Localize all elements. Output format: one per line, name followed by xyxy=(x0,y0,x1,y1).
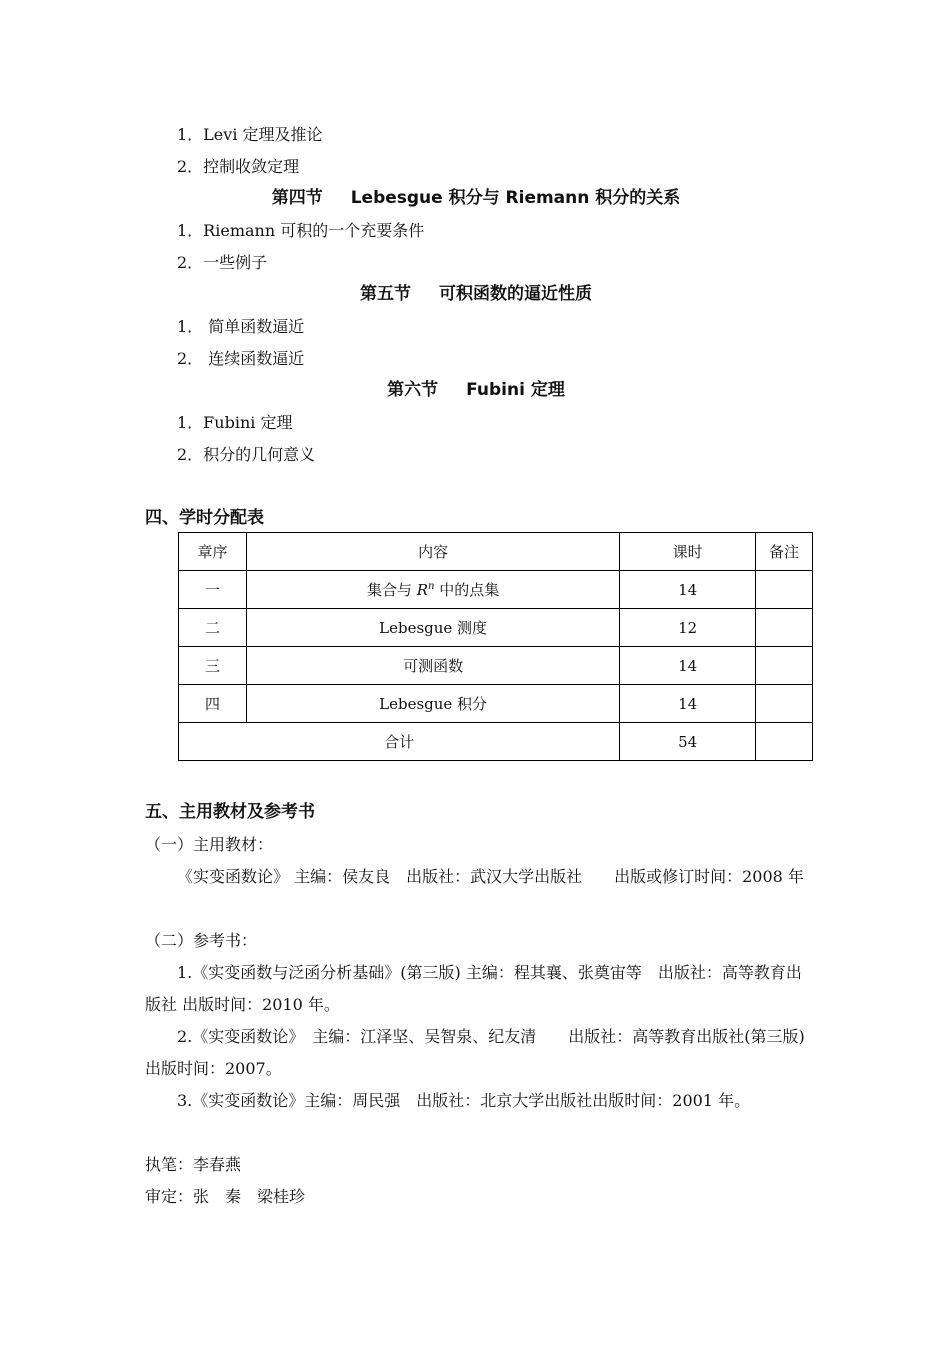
section-title: 可积函数的逼近性质 xyxy=(439,284,592,304)
author-line: 执笔：李春燕 xyxy=(145,1155,242,1174)
list-item: 1． 简单函数逼近 xyxy=(177,317,305,336)
list-item: 1．Riemann 可积的一个充要条件 xyxy=(177,221,425,240)
total-label-cell: 合计 xyxy=(179,723,620,761)
table-row xyxy=(179,647,813,685)
note-cell xyxy=(756,571,813,609)
note-cell xyxy=(756,685,813,723)
list-item: 1．Levi 定理及推论 xyxy=(177,125,323,144)
chapter-cell: 二 xyxy=(179,609,247,647)
hours-cell: 14 xyxy=(620,685,756,723)
reference-entry: 3.《实变函数论》主编：周民强 出版社：北京大学出版社出版时间：2001 年。 xyxy=(177,1091,751,1110)
hours-cell: 14 xyxy=(620,647,756,685)
section-heading xyxy=(0,379,952,401)
table-header-row xyxy=(179,533,813,571)
header-cell: 内容 xyxy=(246,533,619,571)
section-number: 第四节 xyxy=(271,188,323,208)
section-heading xyxy=(0,283,952,305)
header-cell: 备注 xyxy=(756,533,813,571)
table-row xyxy=(179,571,813,609)
content-cell: Lebesgue 积分 xyxy=(246,685,619,723)
reference-entry: 2.《实变函数论》 主编：江泽坚、吴智泉、纪友清 出版社：高等教育出版社(第三版) 出版时间：2007。 xyxy=(145,1027,837,1078)
list-item: 2．一些例子 xyxy=(177,253,268,272)
section-heading xyxy=(0,187,952,209)
note-cell xyxy=(756,609,813,647)
hours-cell: 12 xyxy=(620,609,756,647)
reviewer-line: 审定：张 秦 梁桂珍 xyxy=(145,1187,306,1206)
content-cell: 可测函数 xyxy=(246,647,619,685)
books-section-title: 五、主用教材及参考书 xyxy=(145,802,315,822)
table-total-row xyxy=(179,723,813,761)
total-hours-cell: 54 xyxy=(620,723,756,761)
table-row xyxy=(179,685,813,723)
note-cell xyxy=(756,647,813,685)
list-item: 1．Fubini 定理 xyxy=(177,413,293,432)
section-title: Lebesgue 积分与 Riemann 积分的关系 xyxy=(350,188,681,208)
content-cell: 集合与 $R^n$ 中的点集 xyxy=(246,571,619,609)
reference-entry: 1.《实变函数与泛函分析基础》(第三版) 主编：程其襄、张奠宙等 出版社：高等教育出版社 出版时间：2010 年。 xyxy=(145,963,802,1014)
section-title: Fubini 定理 xyxy=(466,380,565,400)
section-number: 第六节 xyxy=(387,380,439,400)
list-item: 2． 连续函数逼近 xyxy=(177,349,305,368)
header-cell: 课时 xyxy=(620,533,756,571)
reference-label: （二）参考书： xyxy=(145,931,258,950)
note-cell xyxy=(756,723,813,761)
main-textbook-label: （一）主用教材： xyxy=(145,835,274,854)
hours-table xyxy=(178,532,813,761)
hours-cell: 14 xyxy=(620,571,756,609)
main-textbook-entry: 《实变函数论》 主编：侯友良 出版社：武汉大学出版社 出版或修订时间：2008 年 xyxy=(177,867,804,886)
list-item: 2．积分的几何意义 xyxy=(177,445,316,464)
chapter-cell: 四 xyxy=(179,685,247,723)
hours-section-title: 四、学时分配表 xyxy=(145,508,264,528)
header-cell: 章序 xyxy=(179,533,247,571)
section-number: 第五节 xyxy=(360,284,411,304)
content-cell: Lebesgue 测度 xyxy=(246,609,619,647)
table-row xyxy=(179,609,813,647)
chapter-cell: 一 xyxy=(179,571,247,609)
chapter-cell: 三 xyxy=(179,647,247,685)
list-item: 2．控制收敛定理 xyxy=(177,157,300,176)
